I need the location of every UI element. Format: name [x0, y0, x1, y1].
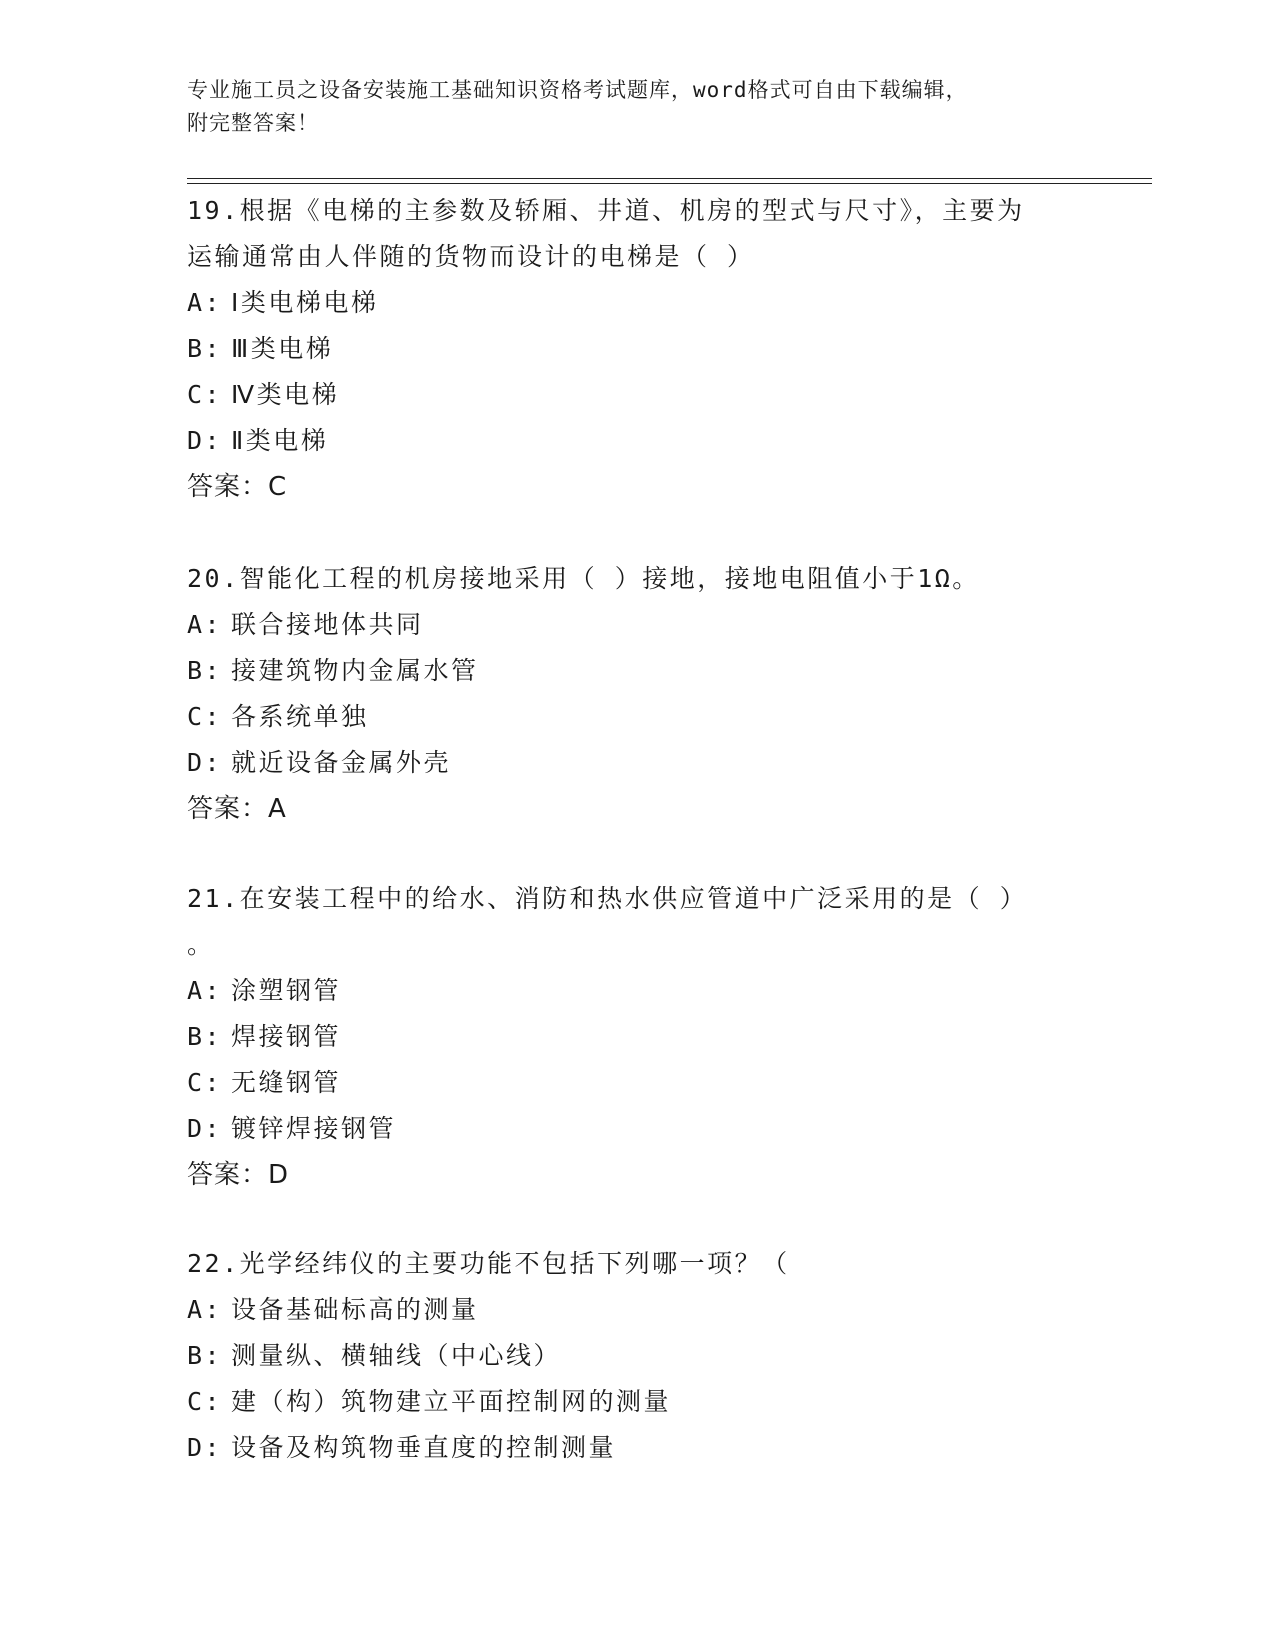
option-key: A: — [187, 288, 223, 317]
option-text: 涂塑钢管 — [231, 976, 342, 1005]
option-text: 设备基础标高的测量 — [231, 1295, 479, 1324]
header-line-2: 附完整答案！ — [187, 111, 319, 135]
option-text: 建（构）筑物建立平面控制网的测量 — [231, 1387, 672, 1416]
header-divider-top — [187, 178, 1152, 179]
option-text: Ⅰ类电梯电梯 — [231, 288, 379, 317]
option-a — [187, 968, 1087, 1014]
option-key: A: — [187, 976, 223, 1005]
question-20 — [187, 556, 1087, 832]
option-text: 测量纵、横轴线（中心线） — [231, 1341, 562, 1370]
answer-line: 答案：C — [187, 472, 288, 502]
option-key: B: — [187, 656, 223, 685]
option-d — [187, 740, 1087, 786]
option-d — [187, 1106, 1087, 1152]
option-b — [187, 326, 1087, 372]
question-19 — [187, 188, 1087, 510]
question-22 — [187, 1241, 1087, 1471]
option-key: B: — [187, 1022, 223, 1051]
question-stem-line: 。 — [187, 930, 215, 959]
question-21 — [187, 876, 1087, 1198]
option-key: D: — [187, 1433, 223, 1462]
question-stem-line: 20.智能化工程的机房接地采用（ ）接地，接地电阻值小于1Ω。 — [187, 564, 980, 593]
option-key: D: — [187, 426, 223, 455]
option-c — [187, 1379, 1087, 1425]
option-key: C: — [187, 1387, 223, 1416]
option-a — [187, 280, 1087, 326]
question-stem-line: 21.在安装工程中的给水、消防和热水供应管道中广泛采用的是（ ） — [187, 884, 1028, 913]
option-text: Ⅲ类电梯 — [231, 334, 334, 363]
answer-line: 答案：A — [187, 794, 287, 824]
option-text: Ⅱ类电梯 — [231, 426, 329, 455]
option-text: 联合接地体共同 — [231, 610, 424, 639]
option-d — [187, 1425, 1087, 1471]
option-b — [187, 1333, 1087, 1379]
option-key: D: — [187, 748, 223, 777]
option-text: 镀锌焊接钢管 — [231, 1114, 397, 1143]
option-key: C: — [187, 702, 223, 731]
option-text: 就近设备金属外壳 — [231, 748, 452, 777]
option-text: 接建筑物内金属水管 — [231, 656, 479, 685]
option-text: 设备及构筑物垂直度的控制测量 — [231, 1433, 617, 1462]
answer-line: 答案：D — [187, 1160, 290, 1190]
header-line-1: 专业施工员之设备安装施工基础知识资格考试题库，word格式可自由下载编辑， — [187, 78, 968, 102]
option-text: Ⅳ类电梯 — [231, 380, 340, 409]
option-b — [187, 648, 1087, 694]
document-header — [187, 74, 1087, 140]
question-stem-line: 22.光学经纬仪的主要功能不包括下列哪一项？（ — [187, 1249, 790, 1278]
option-c — [187, 694, 1087, 740]
header-divider-bottom — [187, 183, 1152, 184]
option-a — [187, 1287, 1087, 1333]
option-b — [187, 1014, 1087, 1060]
option-key: C: — [187, 1068, 223, 1097]
question-stem-line: 运输通常由人伴随的货物而设计的电梯是（ ） — [187, 242, 755, 271]
option-key: D: — [187, 1114, 223, 1143]
option-a — [187, 602, 1087, 648]
option-key: B: — [187, 1341, 223, 1370]
option-c — [187, 1060, 1087, 1106]
option-key: A: — [187, 610, 223, 639]
option-key: B: — [187, 334, 223, 363]
option-text: 焊接钢管 — [231, 1022, 342, 1051]
option-d — [187, 418, 1087, 464]
option-key: C: — [187, 380, 223, 409]
option-text: 无缝钢管 — [231, 1068, 342, 1097]
option-text: 各系统单独 — [231, 702, 369, 731]
question-stem-line: 19.根据《电梯的主参数及轿厢、井道、机房的型式与尺寸》，主要为 — [187, 196, 1025, 225]
option-key: A: — [187, 1295, 223, 1324]
option-c — [187, 372, 1087, 418]
